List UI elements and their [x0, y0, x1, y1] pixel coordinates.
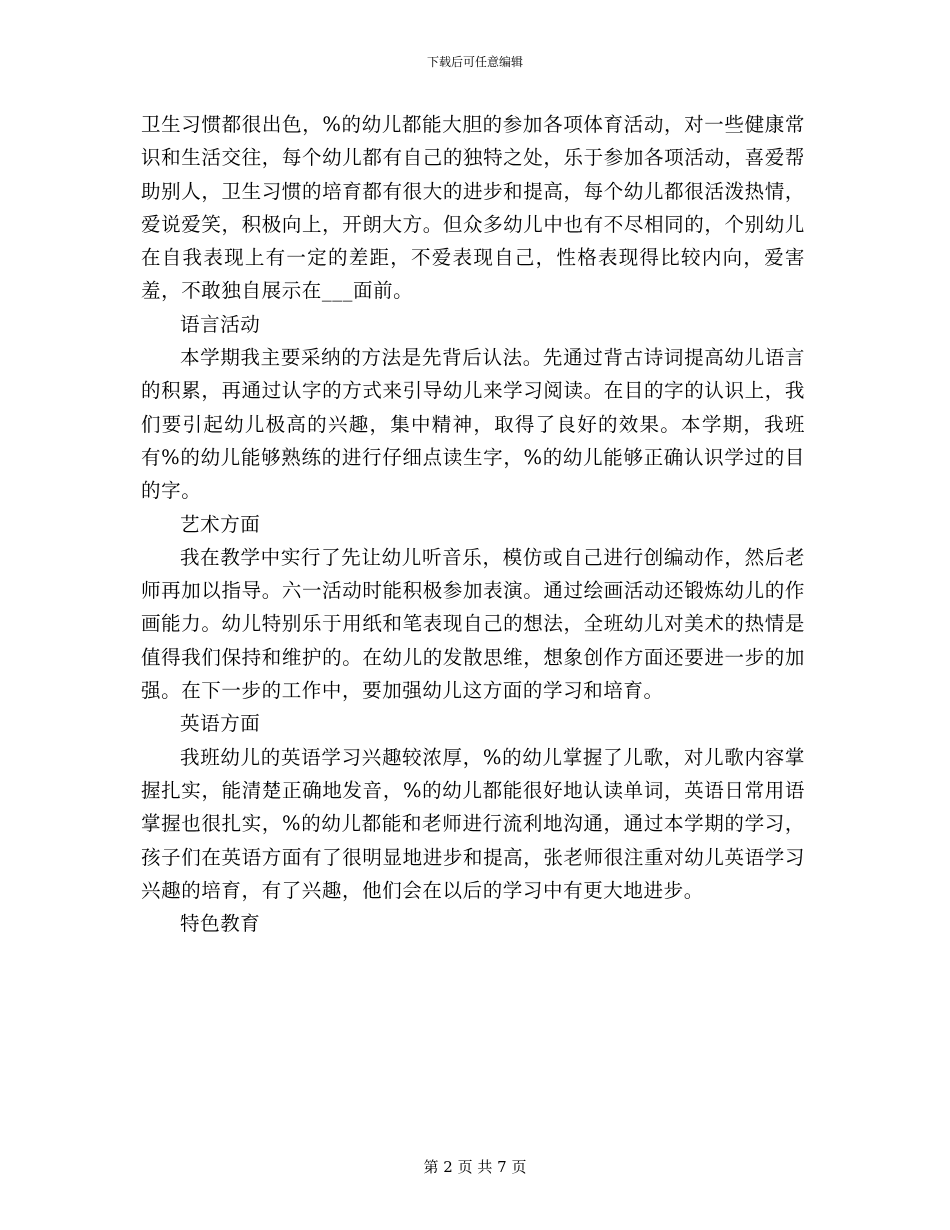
section-heading-language: 语言活动: [180, 312, 261, 336]
document-body: [141, 108, 805, 940]
paragraph-art: 我在教学中实行了先让幼儿听音乐，模仿或自己进行创编动作，然后老师再加以指导。六一活动时能积极参加表演。通过绘画活动还锻炼幼儿的作画能力。幼儿特别乐于用纸和笔表现自己的想法，全班幼儿对美术的热情是值得我们保持和维护的。在幼儿的发散思维，想象创作方面还要进一步的加强。在下一步的工作中，要加强幼儿这方面的学习和培育。: [141, 545, 805, 703]
section-heading-art: 艺术方面: [180, 512, 261, 536]
section-heading-english: 英语方面: [180, 712, 261, 736]
page-number: 第 2 页 共 7 页: [423, 1158, 527, 1176]
paragraph-english: 我班幼儿的英语学习兴趣较浓厚，%的幼儿掌握了儿歌，对儿歌内容掌握扎实，能清楚正确地发音，%的幼儿都能很好地认读单词，英语日常用语掌握也很扎实，%的幼儿都能和老师进行流利地沟通，通过本学期的学习，孩子们在英语方面有了很明显地进步和提高，张老师很注重对幼儿英语学习兴趣的培育，有了兴趣，他们会在以后的学习中有更大地进步。: [141, 745, 805, 902]
paragraph-language: 本学期我主要采纳的方法是先背后认法。先通过背古诗词提高幼儿语言的积累，再通过认字的方式来引导幼儿来学习阅读。在目的字的认识上，我们要引起幼儿极高的兴趣，集中精神，取得了良好的效果。本学期，我班有%的幼儿能够熟练的进行仔细点读生字，%的幼儿能够正确认识学过的目的字。: [141, 346, 805, 503]
section-heading-special-education: 特色教育: [180, 912, 261, 936]
paragraph-continuation: 卫生习惯都很出色，%的幼儿都能大胆的参加各项体育活动，对一些健康常识和生活交往，每个幼儿都有自己的独特之处，乐于参加各项活动，喜爱帮助别人，卫生习惯的培育都有很大的进步和提高，每个幼儿都很活泼热情，爱说爱笑，积极向上，开朗大方。但众多幼儿中也有不尽相同的，个别幼儿在自我表现上有一定的差距，不爱表现自己，性格表现得比较内向，爱害羞，不敢独自展示在___面前。: [141, 113, 805, 303]
page-header: 下载后可任意编辑: [426, 55, 523, 69]
